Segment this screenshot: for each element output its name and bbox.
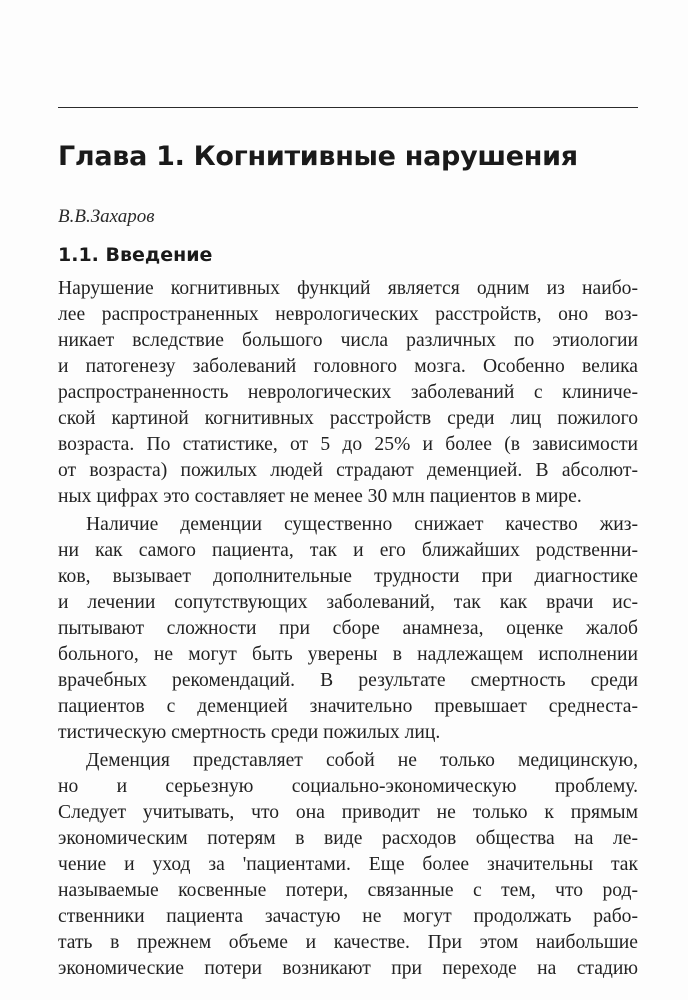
chapter-title: Глава 1. Когнитивные нарушения [58, 141, 578, 172]
text-line: Следует учитывать, что она приводит не только к прямым [58, 802, 638, 823]
text-line: никает вследствие большого числа различных по этиологии [58, 330, 638, 351]
text-line: ской картиной когнитивных расстройств среди лиц пожилого [58, 408, 638, 429]
text-line: Деменция представляет собой не только медицинскую, [86, 750, 638, 771]
text-line: Наличие деменции существенно снижает качество жиз- [86, 514, 638, 535]
text-line: ни как самого пациента, так и его ближайших родственни- [58, 540, 638, 561]
author-name: В.В.Захаров [58, 206, 155, 227]
text-line: Нарушение когнитивных функций является одним из наибо- [58, 278, 638, 299]
paragraph [58, 276, 638, 510]
text-line: и патогенезу заболеваний головного мозга. Особенно велика [58, 356, 638, 377]
text-line: от возраста) пожилых людей страдают деменцией. В абсолют- [58, 460, 638, 481]
text-line: распространенность неврологических заболеваний с клиниче- [58, 382, 638, 403]
body-text [58, 276, 638, 982]
text-line: больного, не могут быть уверены в надлежащем исполнении [58, 644, 638, 665]
text-line: и лечении сопутствующих заболеваний, так как врачи ис- [58, 592, 638, 613]
text-line: ков, вызывает дополнительные трудности при диагностике [58, 566, 638, 587]
text-line: называемые косвенные потери, связанные с тем, что род- [58, 880, 638, 901]
text-line: пытывают сложности при сборе анамнеза, оценке жалоб [58, 618, 638, 639]
paragraph [58, 748, 638, 982]
text-line: ственники пациента зачастую не могут продолжать рабо- [58, 906, 638, 927]
header-rule [58, 107, 638, 108]
text-line: пациентов с деменцией значительно превышает среднеста- [58, 696, 638, 717]
text-line: врачебных рекомендаций. В результате смертность среди [58, 670, 638, 691]
paragraph [58, 512, 638, 746]
text-line: экономическим потерям в виде расходов общества на ле- [58, 828, 638, 849]
text-line: возраста. По статистике, от 5 до 25% и более (в зависимости [58, 434, 638, 455]
text-line: тать в прежнем объеме и качестве. При этом наибольшие [58, 932, 638, 953]
text-line: чение и уход за 'пациентами. Еще более значительны так [58, 854, 638, 875]
text-line: тистическую смертность среди пожилых лиц. [58, 722, 441, 743]
text-line: но и серьезную социально-экономическую проблему. [58, 776, 638, 797]
text-line: ных цифрах это составляет не менее 30 млн пациентов в мире. [58, 486, 582, 507]
text-line: лее распространенных неврологических расстройств, оно воз- [58, 304, 638, 325]
text-line: экономические потери возникают при переходе на стадию [58, 958, 638, 979]
section-title: 1.1. Введение [58, 244, 213, 266]
